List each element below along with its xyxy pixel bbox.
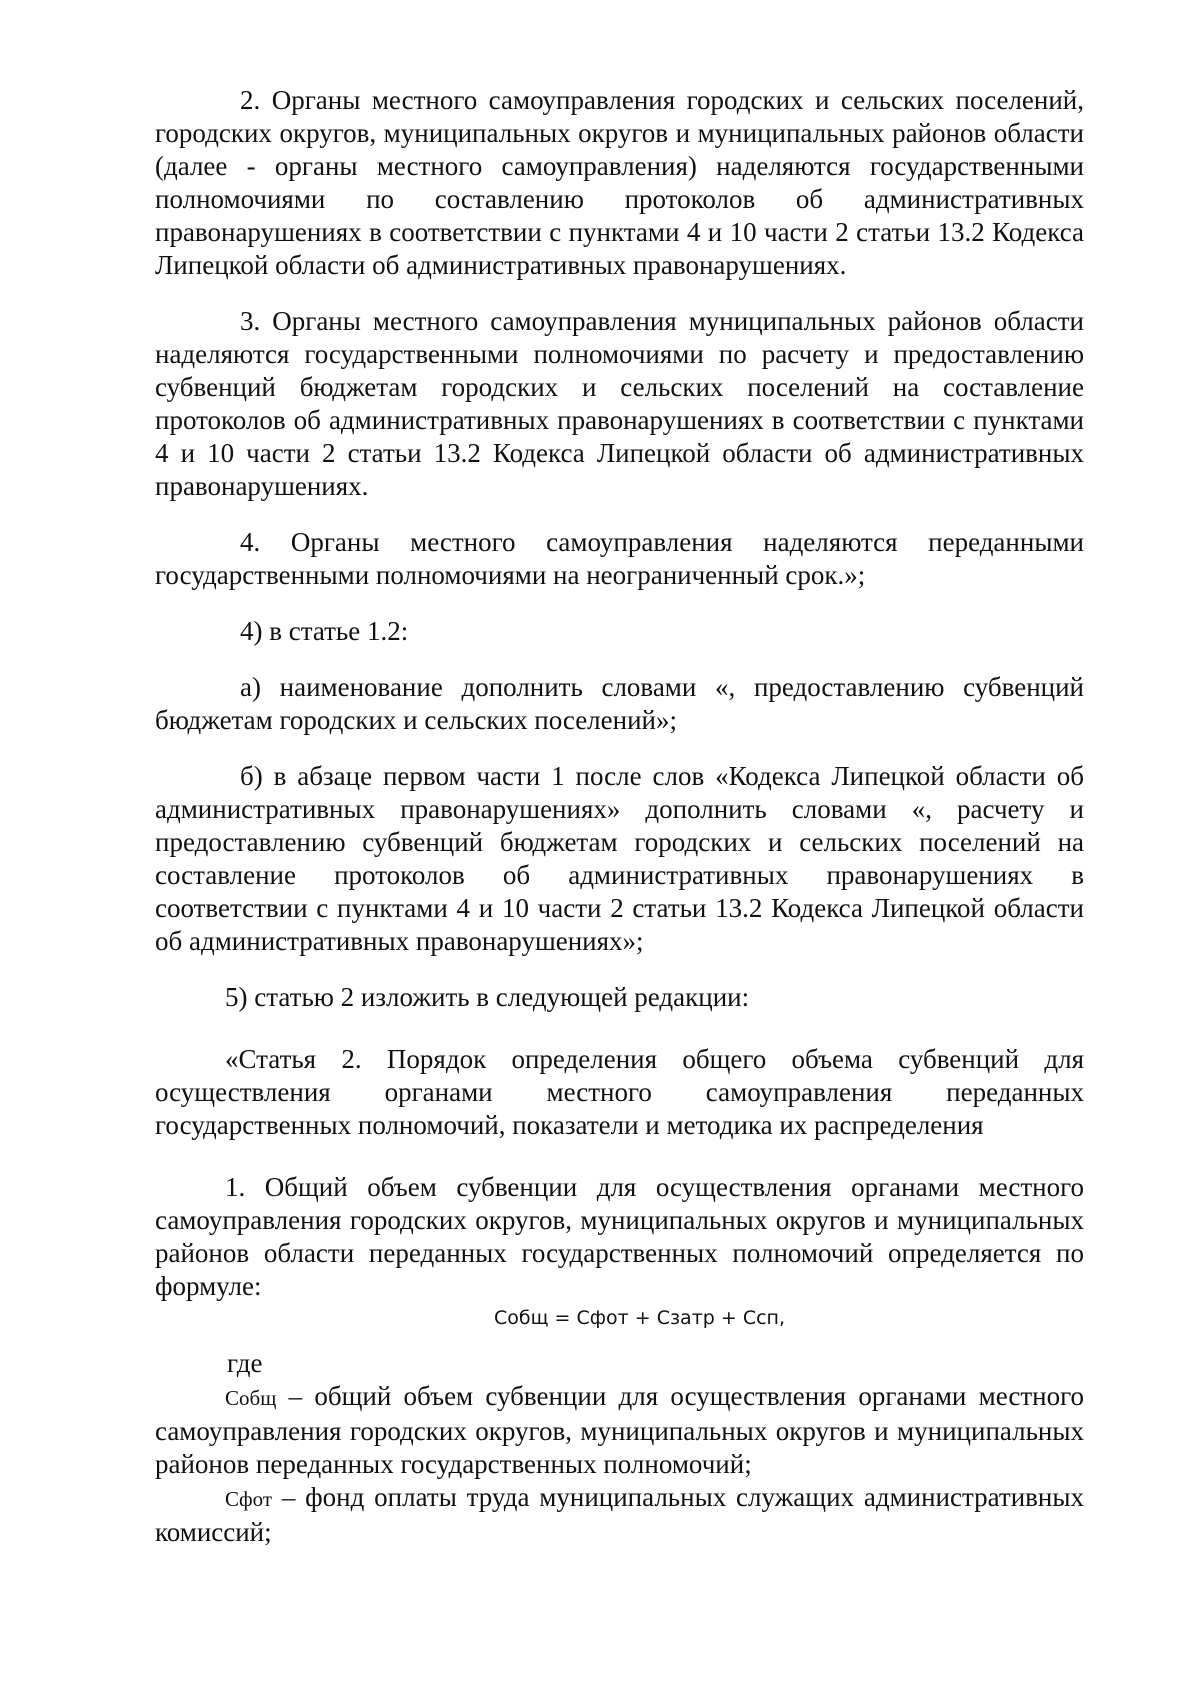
paragraph-3: 3. Органы местного самоуправления муниципальных районов области наделяются государственными полномочиями по расчету и предоставлению субвенций бюджетам городских и сельских поселений на составление протоколов об административных правонарушениях в соответствии с пунктами 4 и 10 части 2 статьи 13.2 Кодекса Липецкой области об административных правонарушениях.: [155, 306, 1084, 501]
item-5: 5) статью 2 изложить в следующей редакции:: [225, 982, 750, 1012]
definition-text: – общий объем субвенции для осуществления органами местного самоуправления городских округов, муниципальных округов и муниципальных районов переданных государственных полномочий;: [155, 1381, 1084, 1479]
definition-sobshch: [155, 1380, 1084, 1481]
formula: Собщ = Сфот + Сзатр + Сcп,: [493, 1307, 786, 1329]
definition-symbol: Сфот: [225, 1487, 273, 1511]
article-heading: «Статья 2. Порядок определения общего объема субвенций для осуществления органами местного самоуправления переданных государственных полномочий, показатели и методика их распределения: [155, 1044, 1084, 1140]
where-label: где: [227, 1348, 263, 1378]
paragraph-2: 2. Органы местного самоуправления городских и сельских поселений, городских округов, муниципальных округов и муниципальных районов области (далее - органы местного самоуправления) наделяются государственными полномочиями по составлению протоколов об административных правонарушениях в соответствии с пунктами 4 и 10 части 2 статьи 13.2 Кодекса Липецкой области об административных правонарушениях.: [155, 85, 1084, 280]
definition-symbol: Собщ: [225, 1386, 277, 1410]
definition-sfot: [155, 1481, 1084, 1549]
item-4: 4) в статье 1.2:: [240, 616, 409, 646]
definition-text: – фонд оплаты труда муниципальных служащих административных комиссий;: [155, 1482, 1084, 1547]
article-paragraph-1: 1. Общий объем субвенции для осуществления органами местного самоуправления городских округов, муниципальных округов и муниципальных районов области переданных государственных полномочий определяется по формуле:: [155, 1172, 1084, 1301]
paragraph-4: 4. Органы местного самоуправления наделяются переданными государственными полномочиями на неограниченный срок.»;: [155, 527, 1084, 590]
item-a: а) наименование дополнить словами «, предоставлению субвенций бюджетам городских и сельских поселений»;: [155, 672, 1084, 735]
item-b: б) в абзаце первом части 1 после слов «Кодекса Липецкой области об административных правонарушениях» дополнить словами «, расчету и предоставлению субвенций бюджетам городских и сельских поселений на составление протоколов об административных правонарушениях в соответствии с пунктами 4 и 10 части 2 статьи 13.2 Кодекса Липецкой области об административных правонарушениях»;: [155, 761, 1084, 956]
